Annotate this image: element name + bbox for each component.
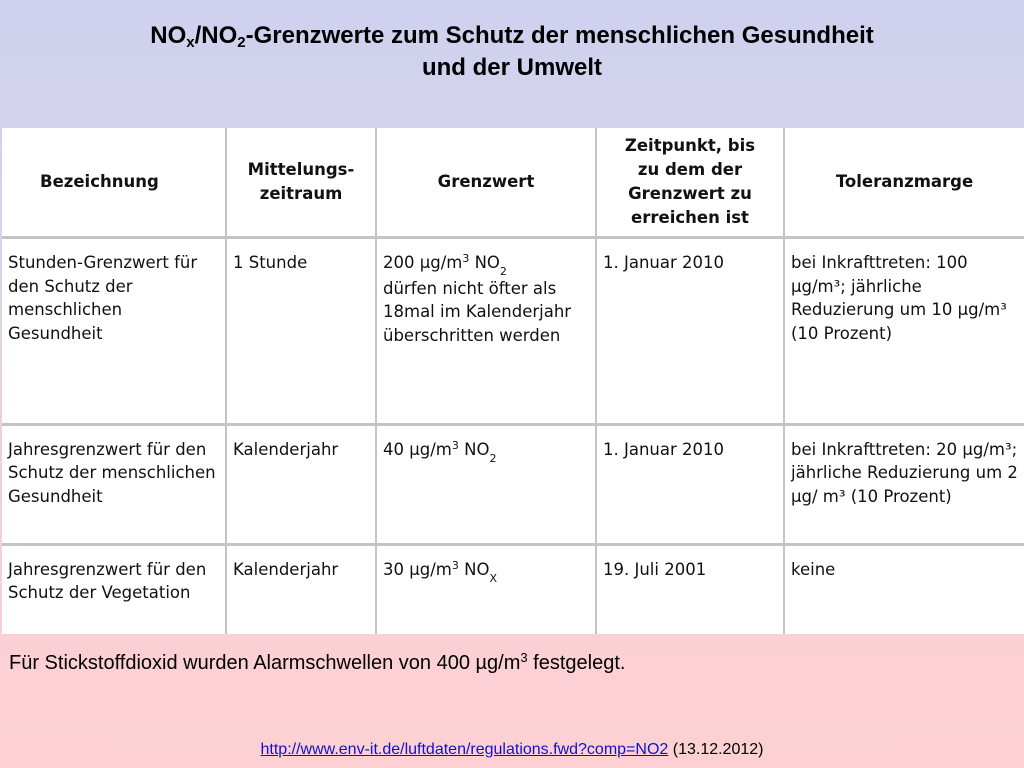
header-grenzwert: Grenzwert [376,128,596,238]
cell-zeitraum: Kalenderjahr [226,424,376,544]
cell-grenzwert [376,544,596,634]
cell-toleranzmarge: bei Inkrafttreten: 20 µg/m³; jährliche Reduzierung um 2 µg/ m³ (10 Prozent) [784,424,1024,544]
cell-toleranzmarge: keine [784,544,1024,634]
cell-zeitpunkt: 1. Januar 2010 [596,424,784,544]
grenzwert-substance: NO [458,439,490,459]
cell-bezeichnung: Stunden-Grenzwert für den Schutz der menschlichen Gesundheit [2,238,226,425]
grenzwert-substance: NO [458,559,490,579]
footnote-text: Für Stickstoffdioxid wurden Alarmschwellen von 400 µg/m [9,652,521,674]
table-row [2,424,1024,544]
header-mittelungszeitraum-text: Mittelungs- zeitraum [247,160,355,203]
cell-grenzwert [376,424,596,544]
grenzwert-number: 40 µg/m [383,439,452,459]
cell-zeitraum: Kalenderjahr [226,544,376,634]
alarm-threshold-note [9,649,625,677]
grenzwert-subscript: 2 [489,451,497,465]
source-link[interactable]: http://www.env-it.de/luftdaten/regulations.fwd?comp=NO2 [260,741,669,758]
source-date: (13.12.2012) [668,741,764,758]
grenzwert-number: 200 µg/m [383,253,463,272]
grenzwert-note: dürfen nicht öfter als 18mal im Kalenderjahr überschritten werden [383,278,572,345]
title-subscript-x: x [186,34,195,51]
grenzwert-superscript: 3 [451,558,459,572]
footnote-superscript: 3 [520,650,528,665]
slide-title-line-1 [0,20,1024,52]
table-row [2,544,1024,634]
cell-zeitraum: 1 Stunde [226,238,376,425]
title-text-no: NO [150,22,187,49]
grenzwert-value [383,438,589,465]
header-zeitpunkt [596,128,784,238]
cell-bezeichnung: Jahresgrenzwert für den Schutz der menschlichen Gesundheit [2,424,226,544]
grenzwert-value [383,558,589,585]
limits-table-container [2,128,1024,634]
header-toleranzmarge: Toleranzmarge [784,128,1024,238]
grenzwert-subscript: X [489,571,497,585]
slide-title [0,20,1024,84]
grenzwert-number: 30 µg/m [383,559,452,579]
title-text-no2: /NO [194,22,238,49]
header-mittelungszeitraum [226,128,376,238]
title-subscript-2: 2 [237,34,246,51]
grenzwert-subscript: 2 [499,265,507,278]
header-zeitpunkt-text: Zeitpunkt, bis zu dem der Grenzwert zu erreichen ist [624,136,756,227]
footnote-after: festgelegt. [527,652,626,674]
source-citation [0,739,1024,761]
cell-zeitpunkt: 19. Juli 2001 [596,544,784,634]
title-text-rest: -Grenzwerte zum Schutz der menschlichen Gesundheit [245,22,874,49]
cell-bezeichnung: Jahresgrenzwert für den Schutz der Vegetation [8,559,207,603]
table-header-row [2,128,1024,238]
grenzwert-superscript: 3 [462,252,470,265]
table-row [2,238,1024,425]
header-bezeichnung: Bezeichnung [2,128,226,238]
limits-table [2,128,1024,634]
grenzwert-value [383,251,589,278]
cell-zeitpunkt: 1. Januar 2010 [596,238,784,425]
grenzwert-superscript: 3 [451,438,459,452]
cell-toleranzmarge: bei Inkrafttreten: 100 µg/m³; jährliche Reduzierung um 10 µg/m³ (10 Prozent) [784,238,1024,425]
cell-grenzwert [376,238,596,425]
slide-title-line-2: und der Umwelt [421,54,602,81]
grenzwert-substance: NO [469,253,500,272]
